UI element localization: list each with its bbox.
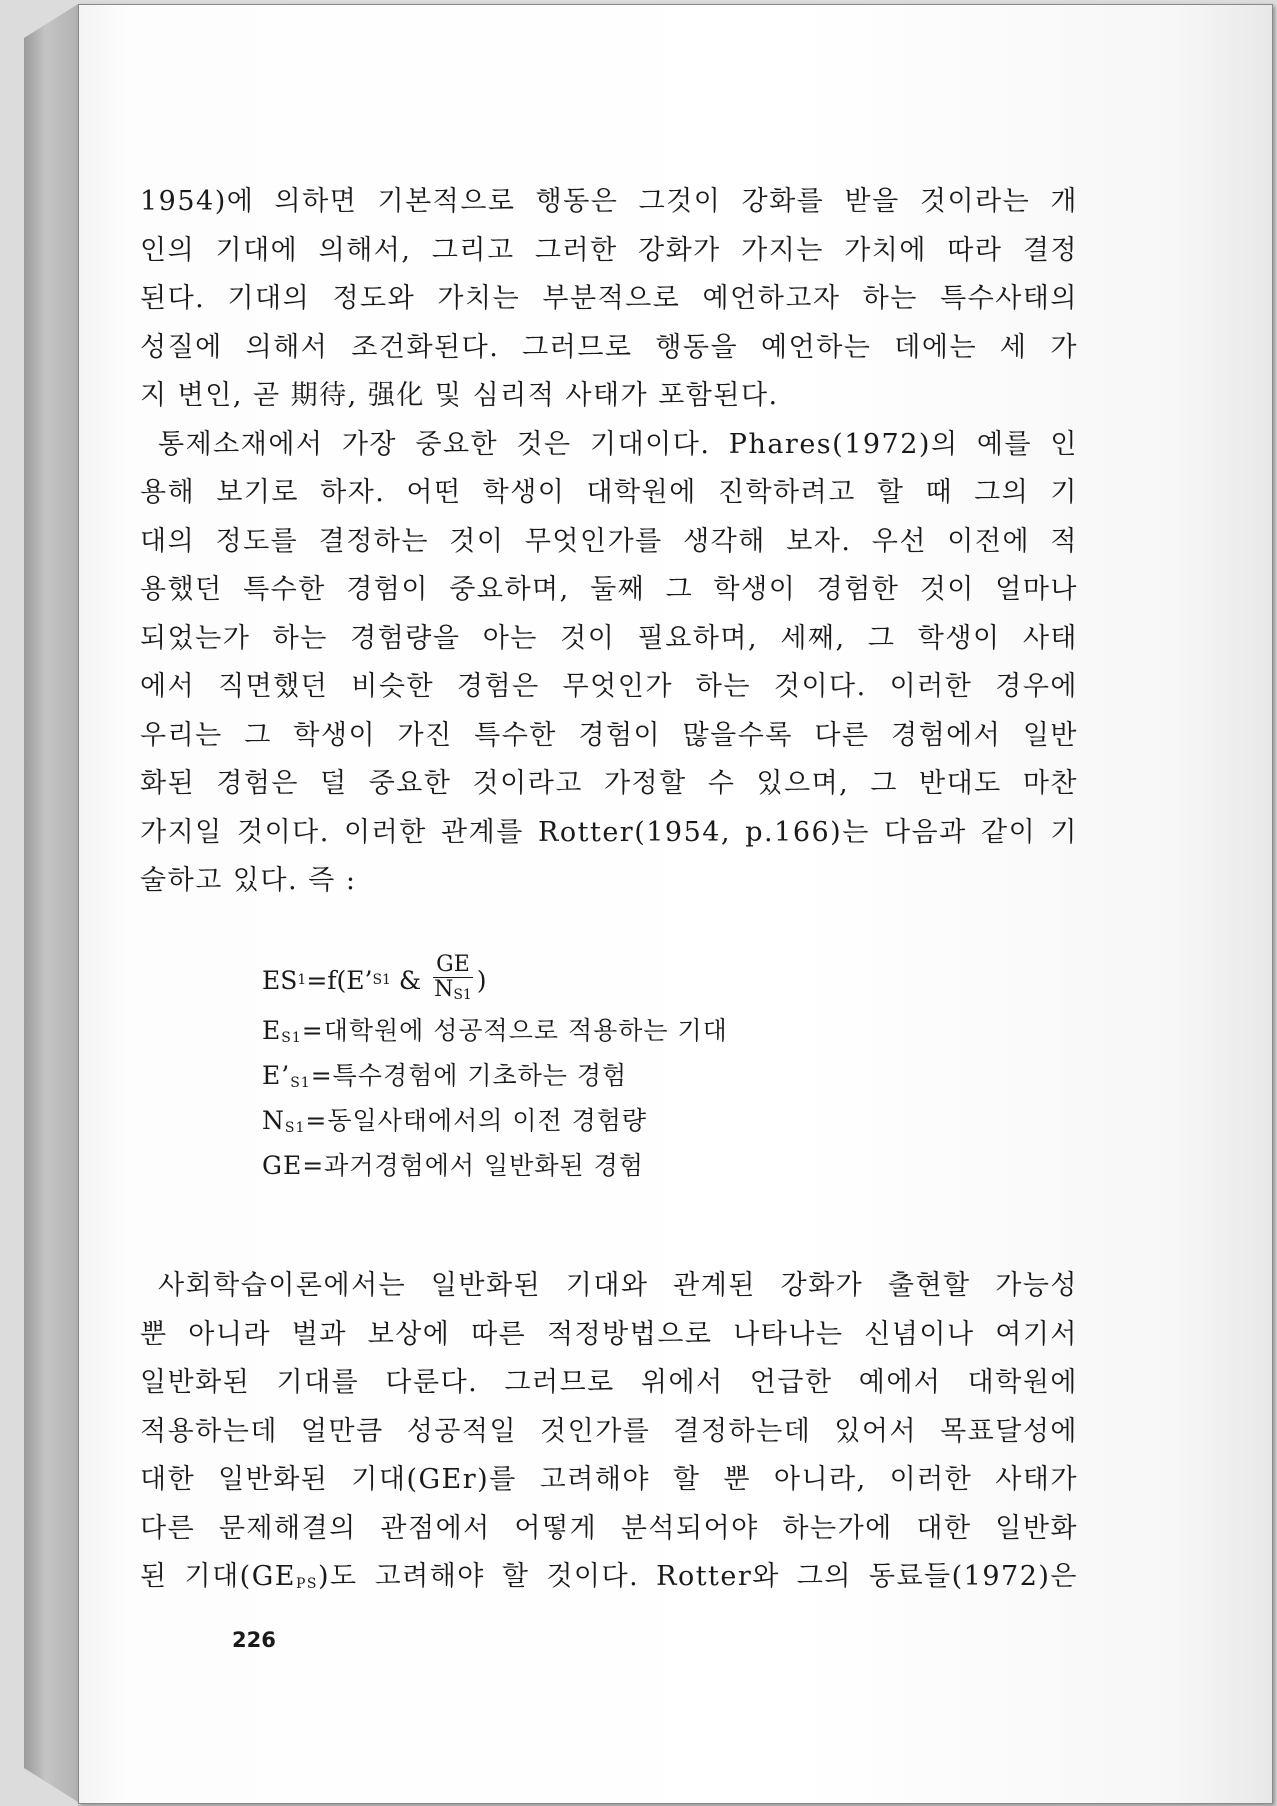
definition-sub: S1 (281, 1030, 302, 1046)
definition-symbol: E (262, 1016, 282, 1045)
definition-line (262, 1008, 962, 1053)
definition-text: =특수경험에 기초하는 경험 (310, 1061, 628, 1090)
text-line: 일반화된 기대를 다룬다. 그러므로 위에서 언급한 예에서 대학원에 (140, 1367, 1078, 1398)
definition-line (262, 1143, 962, 1188)
formula-rhs-prefix: =f(E’ (306, 965, 373, 995)
book-spine (24, 4, 78, 1802)
text-segment: )도 고려해야 할 것이다. Rotter와 그의 동료들(1972)은 (318, 1561, 1079, 1592)
paragraph-1 (140, 178, 1078, 906)
text-line: 적용하는데 얼만큼 성공적일 것인가를 결정하는데 있어서 목표달성에 (140, 1415, 1078, 1447)
formula (262, 952, 962, 1008)
denominator-symbol: N (434, 977, 454, 1002)
definition-line (262, 1053, 962, 1098)
formula-fraction (433, 953, 473, 1007)
text-line: 되었는가 하는 경험량을 아는 것이 필요하며, 세째, 그 학생이 사태 (140, 622, 1078, 654)
text-segment: 된 기대(GE (140, 1561, 296, 1592)
definition-sub: S1 (284, 1120, 306, 1136)
formula-amp: & (390, 965, 430, 995)
text-line: 1954)에 의하면 기본적으로 행동은 그것이 강화를 받을 것이라는 개 (140, 186, 1078, 217)
text-line: 사회학습이론에서는 일반화된 기대와 관계된 강화가 출현할 가능성 (158, 1270, 1078, 1301)
definition-text: =과거경험에서 일반화된 경험 (302, 1151, 644, 1180)
definition-symbol: N (262, 1106, 285, 1135)
text-subscript: PS (296, 1576, 319, 1592)
fraction-denominator (434, 978, 472, 1007)
fraction-numerator: GE (433, 953, 473, 978)
paragraph-3 (140, 1262, 1078, 1609)
formula-lhs: ES (262, 965, 298, 995)
formula-close: ) (476, 965, 487, 995)
definition-symbol: GE (262, 1151, 303, 1180)
definition-text: =대학원에 성공적으로 적용하는 기대 (301, 1016, 728, 1045)
denominator-sub: S1 (453, 987, 472, 1003)
formula-rhs-sub: S1 (372, 972, 391, 988)
text-line: 용해 보기로 하자. 어떤 학생이 대학원에 진학하려고 할 때 그의 기 (140, 477, 1078, 508)
text-line (140, 1553, 1078, 1609)
text-line: 지 변인, 곧 期待, 强化 및 심리적 사태가 포함된다. (140, 380, 779, 411)
text-line: 가지일 것이다. 이러한 관계를 Rotter(1954, p.166)는 다음과 같이 기 (140, 816, 1078, 848)
text-line: 통제소재에서 가장 중요한 것은 기대이다. Phares(1972)의 예를 인 (158, 428, 1078, 460)
definition-sub: S1 (290, 1075, 311, 1091)
formula-block (262, 952, 962, 1188)
definition-symbol: E’ (262, 1061, 291, 1090)
definition-text: =동일사태에서의 이전 경험량 (305, 1106, 648, 1135)
text-line: 다른 문제해결의 관점에서 어떻게 분석되어야 하는가에 대한 일반화 (140, 1512, 1078, 1544)
text-line: 뿐 아니라 벌과 보상에 따른 적정방법으로 나타나는 신념이나 여기서 (140, 1318, 1078, 1350)
text-line: 술하고 있다. 즉 : (140, 865, 357, 896)
text-line: 된다. 기대의 정도와 가치는 부분적으로 예언하고자 하는 특수사태의 (140, 283, 1078, 314)
text-line: 성질에 의해서 조건화된다. 그러므로 행동을 예언하는 데에는 세 가 (140, 331, 1078, 363)
definition-line (262, 1098, 962, 1143)
page-number: 226 (232, 1628, 276, 1652)
text-line: 대한 일반화된 기대(GEr)를 고려해야 할 뿐 아니라, 이러한 사태가 (140, 1464, 1078, 1495)
text-line: 용했던 특수한 경험이 중요하며, 둘째 그 학생이 경험한 것이 얼마나 (140, 574, 1078, 605)
text-line: 인의 기대에 의해서, 그리고 그러한 강화가 가지는 가치에 따라 결정 (140, 234, 1078, 266)
text-line: 대의 정도를 결정하는 것이 무엇인가를 생각해 보자. 우선 이전에 적 (140, 525, 1078, 557)
text-line: 우리는 그 학생이 가진 특수한 경험이 많을수록 다른 경험에서 일반 (140, 719, 1078, 751)
text-line: 화된 경험은 덜 중요한 것이라고 가정할 수 있으며, 그 반대도 마찬 (140, 768, 1078, 799)
formula-lhs-sub: 1 (297, 972, 307, 988)
text-line: 에서 직면했던 비슷한 경험은 무엇인가 하는 것이다. 이러한 경우에 (140, 671, 1078, 702)
